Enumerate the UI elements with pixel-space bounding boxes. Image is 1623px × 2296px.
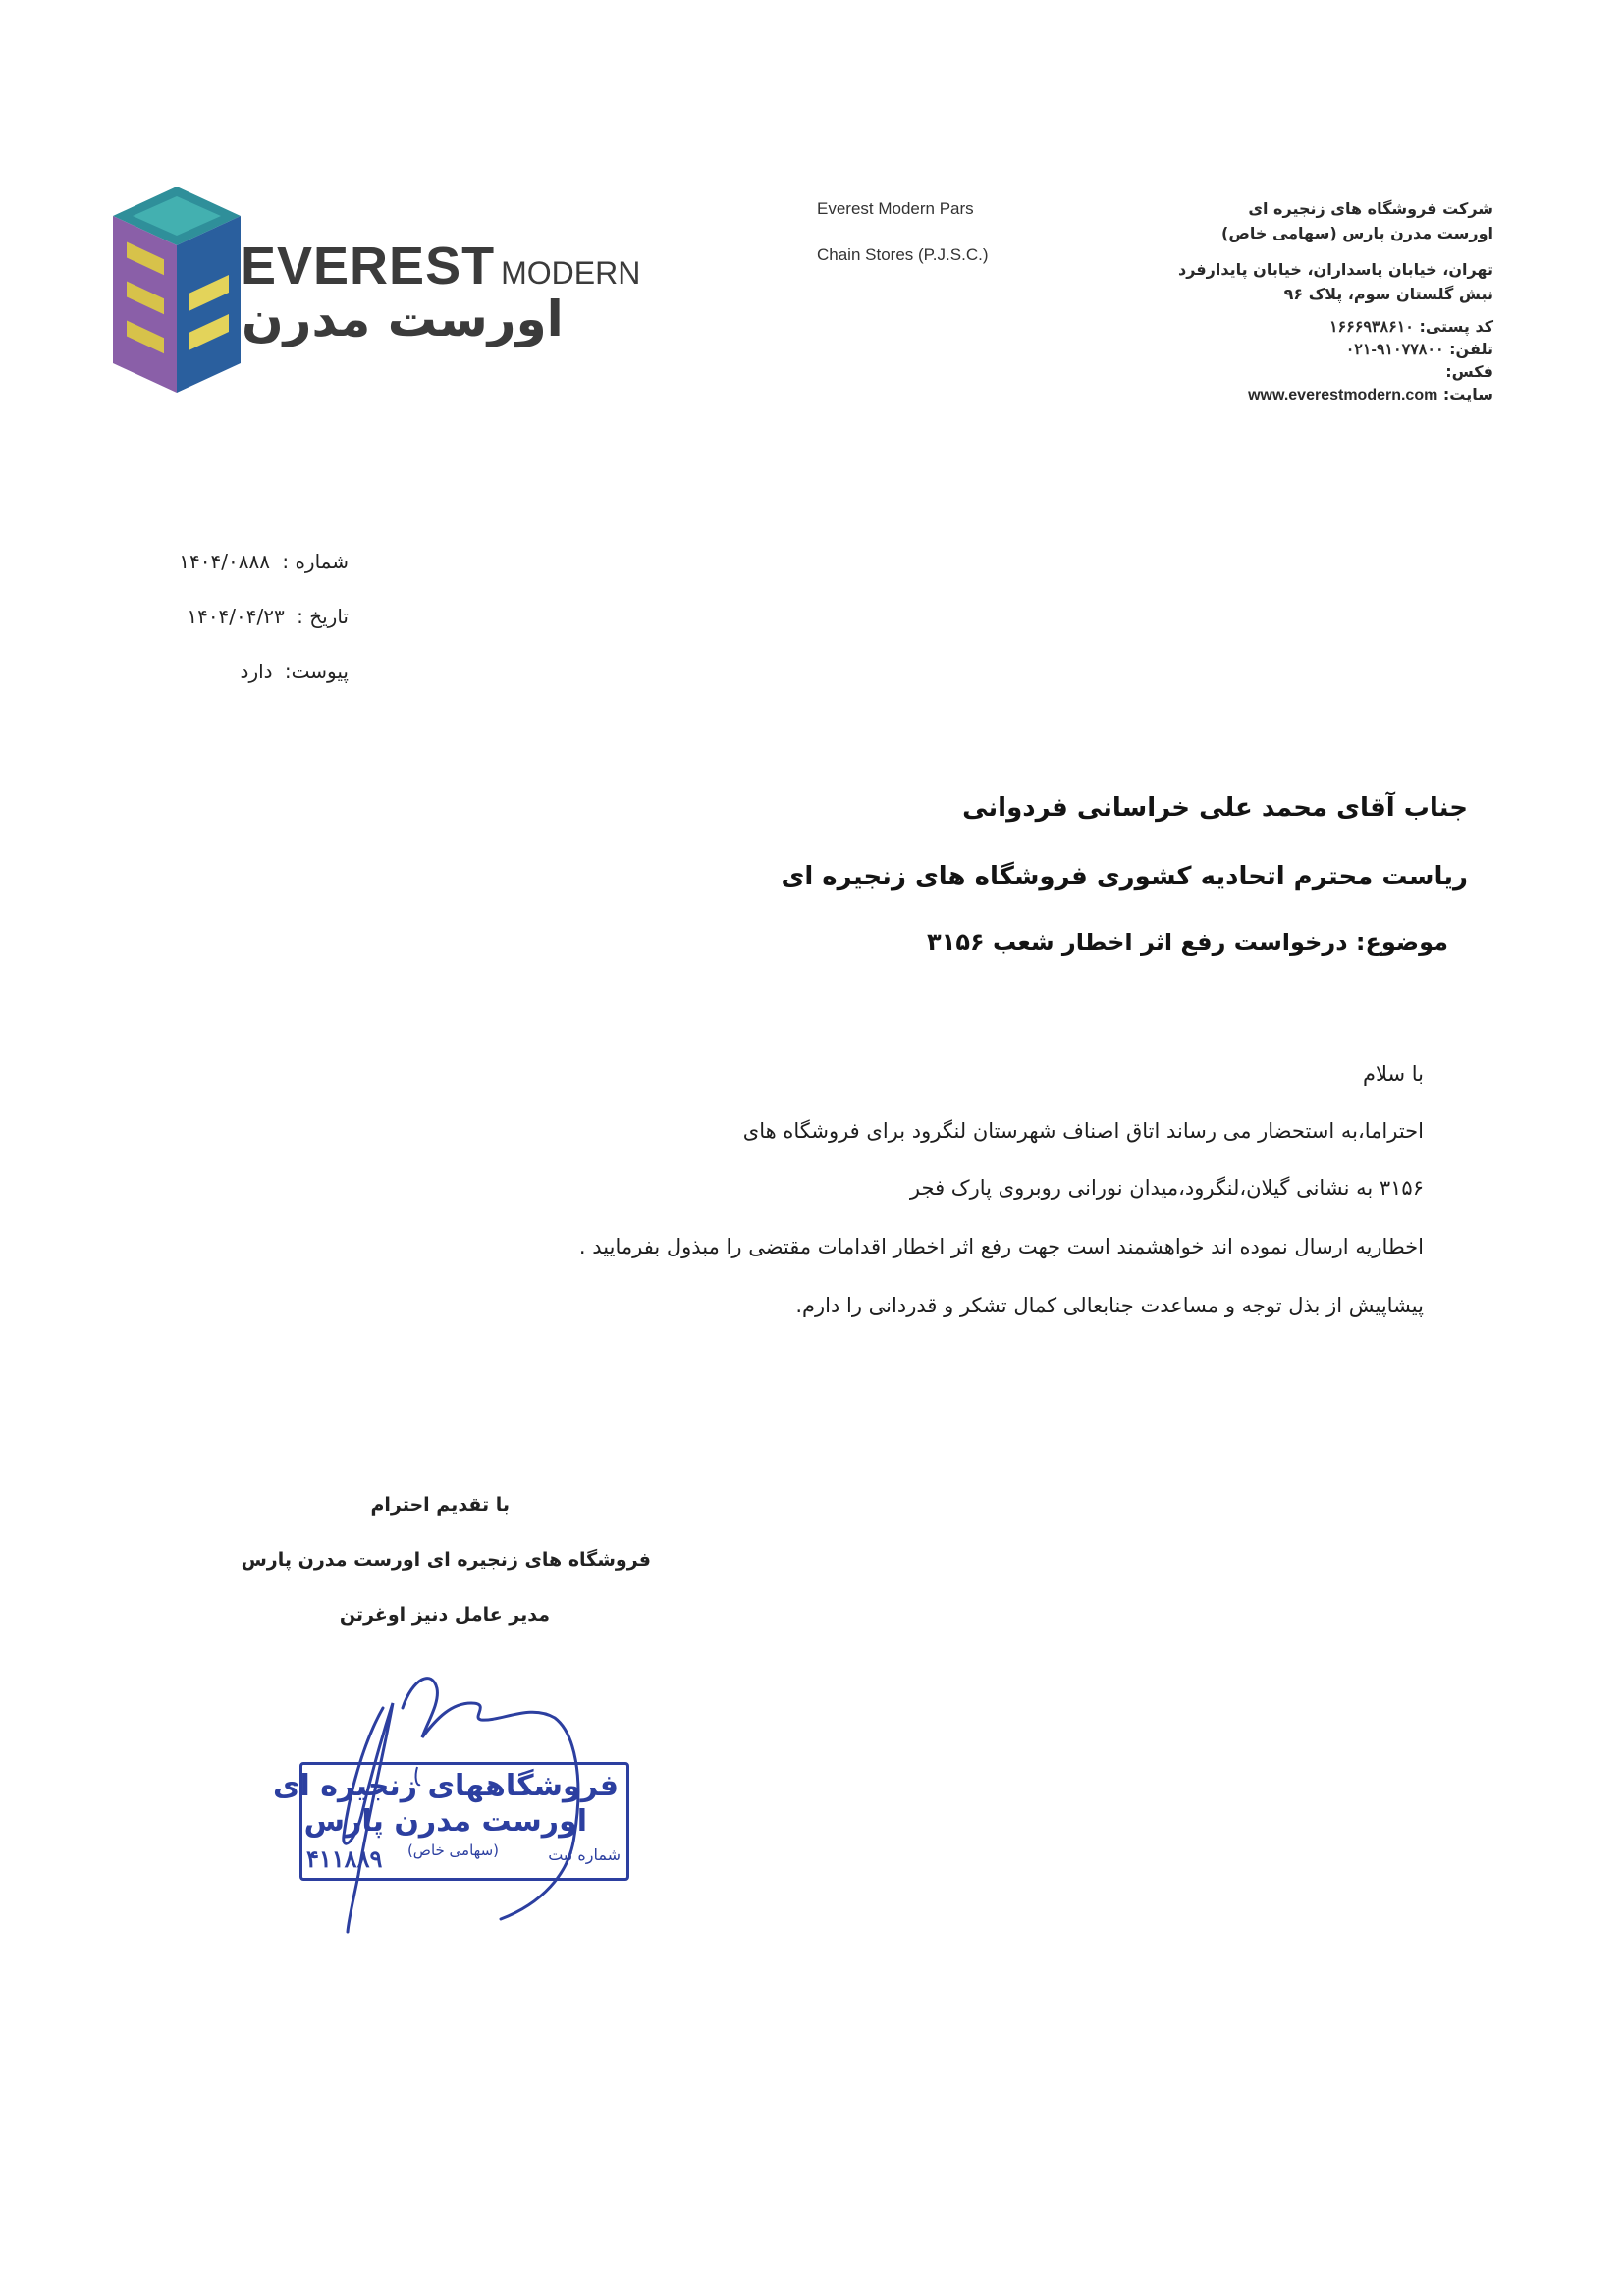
letter-subject: موضوع: درخواست رفع اثر اخطار شعب ۳۱۵۶ [927,929,1448,956]
address-line-2: نبش گلستان سوم، پلاک ۹۶ [1283,285,1493,303]
letter-number-label: شماره : [282,550,349,573]
letter-number-row [179,550,349,573]
fax-label: فکس: [1445,362,1493,381]
logo-persian-text: اورست مدرن [242,291,564,347]
body-paragraph-1: احتراما،به استحضار می رساند اتاق اصناف شهرستان لنگرود برای فروشگاه های [742,1119,1424,1143]
website-row [1101,385,1493,404]
postal-value: ۱۶۶۶۹۳۸۶۱۰ [1328,319,1414,336]
stamp-line-2: اورست مدرن پارس [303,1804,587,1839]
website-label: سایت: [1442,385,1493,403]
fax-row [1101,362,1493,381]
body-paragraph-4: پیشاپیش از بذل توجه و مساعدت جنابعالی کمال تشکر و قدردانی را دارم. [795,1294,1424,1317]
phone-label: تلفن: [1449,340,1493,358]
everest-logo-icon [113,187,241,393]
company-name-fa-1: شرکت فروشگاه های زنجیره ای [1248,199,1493,218]
letter-number-value: ۱۴۰۴/۰۸۸۸ [179,550,270,573]
greeting: با سلام [1362,1062,1424,1086]
body-paragraph-2: ۳۱۵۶ به نشانی گیلان،لنگرود،میدان نورانی روبروی پارک فجر [909,1176,1424,1200]
body-paragraph-3: اخطاریه ارسال نموده اند خواهشمند است جهت رفع اثر اخطار اقدامات مقتضی را مبذول بفرمایید . [578,1235,1424,1258]
phone-row [1101,340,1493,359]
letter-date-value: ۱۴۰۴/۰۴/۲۳ [187,605,285,628]
attachment-value: دارد [240,660,273,683]
logo-brand-word: EVEREST [241,237,496,295]
postal-code-row [1101,317,1493,337]
logo-modern-word: MODERN [501,255,641,291]
letter-date-label: تاریخ : [297,605,349,628]
website-value: www.everestmodern.com [1248,387,1438,403]
handwritten-signature-icon [324,1649,589,1934]
attachment-label: پیوست: [284,660,349,683]
addressee-title: ریاست محترم اتحادیه کشوری فروشگاه های زنجیره ای [781,862,1468,891]
signer-title: مدیر عامل دنیز اوغرتن [339,1604,550,1626]
addressee-name: جناب آقای محمد علی خراسانی فردوانی [962,793,1468,823]
company-name-fa-2: اورست مدرن پارس (سهامی خاص) [1221,224,1493,242]
attachment-row [241,660,349,683]
letter-date-row [187,605,349,628]
stamp-company-type: (سهامی خاص) [406,1842,499,1859]
stamp-line-1: فروشگاههای زنجیره ای [273,1769,619,1803]
address-line-1: تهران، خیابان پاسداران، خیابان پایدارفرد [1177,260,1493,279]
closing-salutation: با تقدیم احترام [370,1494,510,1516]
stamp-registration-number: ۴۱۱۸۸۹ [306,1846,383,1873]
phone-value: ۰۲۱-۹۱۰۷۷۸۰۰ [1345,342,1444,358]
postal-label: کد پستی: [1419,317,1493,336]
stamp-registration-label: شماره ثبت [548,1845,621,1864]
signer-company: فروشگاه های زنجیره ای اورست مدرن پارس [241,1549,651,1571]
logo-english-text [241,236,640,296]
company-type-en: Chain Stores (P.J.S.C.) [817,245,989,264]
company-name-en: Everest Modern Pars [817,199,974,218]
